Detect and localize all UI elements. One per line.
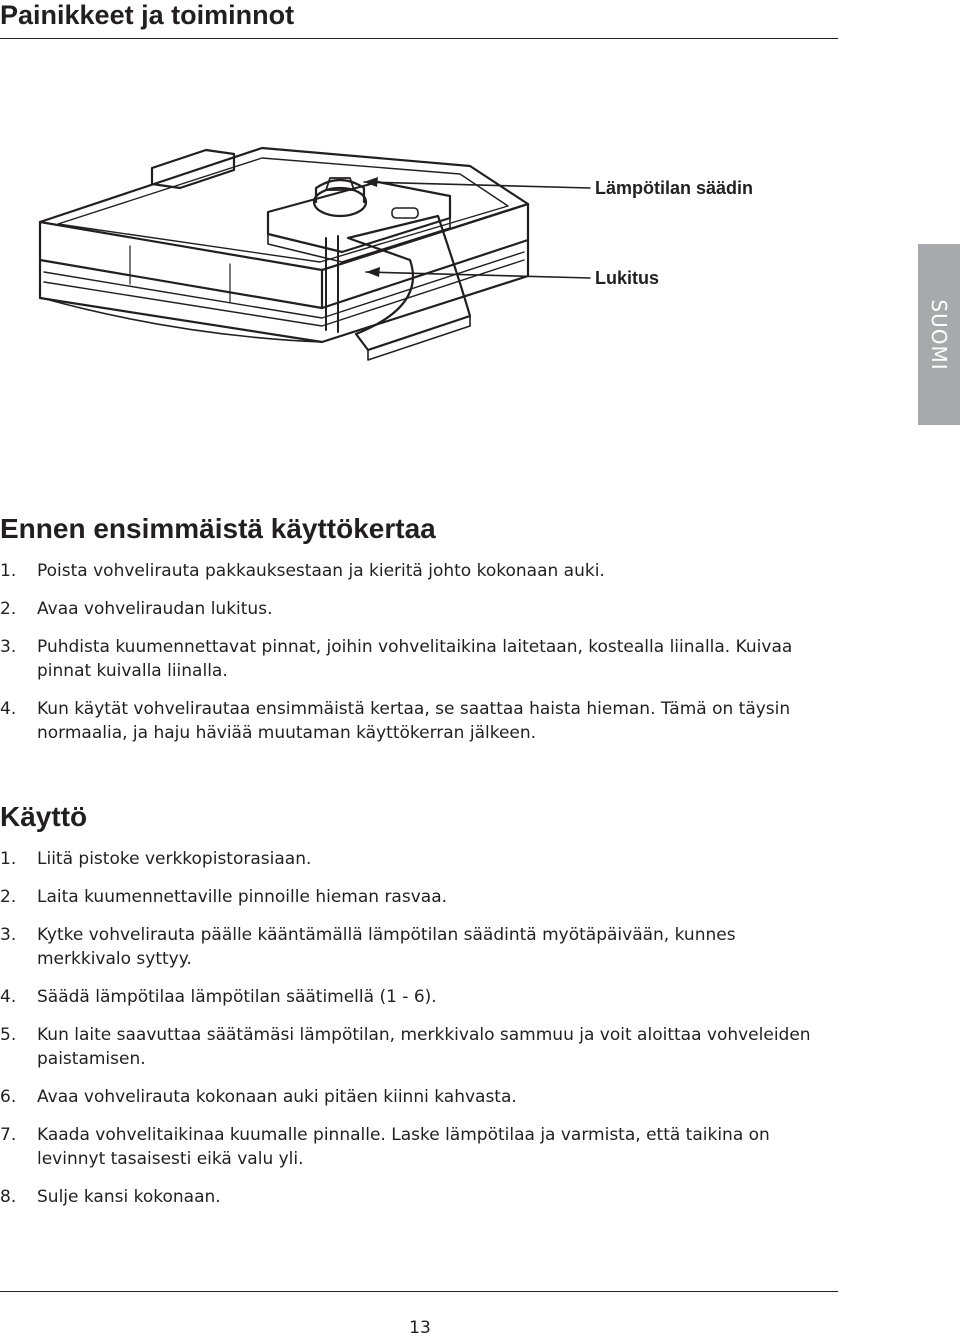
- step-text: Puhdista kuumennettavat pinnat, joihin vohvelitaikina laitetaan, kostealla liinalla. Kuivaa pinnat kuivalla liinalla.: [37, 637, 793, 681]
- list-item: [0, 1185, 830, 1209]
- step-number: 3.: [0, 925, 17, 945]
- step-text: Avaa vohveliraudan lukitus.: [37, 599, 273, 619]
- list-item: [0, 1123, 830, 1171]
- list-item: [0, 559, 830, 583]
- step-number: 5.: [0, 1025, 17, 1045]
- list-item: [0, 885, 830, 909]
- step-number: 6.: [0, 1087, 17, 1107]
- list-item: [0, 635, 830, 683]
- language-tab-label: SUOMI: [927, 298, 951, 371]
- step-number: 1.: [0, 561, 17, 581]
- step-number: 3.: [0, 637, 17, 657]
- lock-callout: Lukitus: [595, 268, 660, 288]
- step-text: Kun käytät vohvelirautaa ensimmäistä kertaa, se saattaa haista hieman. Tämä on täysin normaalia, ja haju häviää muutaman käyttökerran jälkeen.: [37, 699, 791, 743]
- list-item: [0, 697, 830, 745]
- list-item: [0, 597, 830, 621]
- step-number: 2.: [0, 599, 17, 619]
- usage-steps: [0, 847, 830, 1223]
- step-text: Kaada vohvelitaikinaa kuumalle pinnalle. Laske lämpötilaa ja varmista, että taikina on levinnyt tasaisesti eikä valu yli.: [37, 1125, 770, 1169]
- waffle-iron-illustration: [30, 120, 810, 380]
- step-number: 4.: [0, 987, 17, 1007]
- list-item: [0, 847, 830, 871]
- before-first-use-heading: Ennen ensimmäistä käyttökertaa: [0, 513, 436, 544]
- title-divider: [0, 38, 838, 39]
- language-tab: [918, 244, 960, 425]
- step-text: Kytke vohvelirauta päälle kääntämällä lämpötilan säädintä myötäpäivään, kunnes merkkivalo syttyy.: [37, 925, 736, 969]
- step-text: Säädä lämpötilaa lämpötilan säätimellä (1 - 6).: [37, 987, 437, 1007]
- step-text: Laita kuumennettaville pinnoille hieman rasvaa.: [37, 887, 448, 907]
- step-number: 4.: [0, 699, 17, 719]
- page-number: 13: [409, 1318, 431, 1338]
- list-item: [0, 985, 830, 1009]
- footer-divider: [0, 1291, 838, 1292]
- list-item: [0, 1085, 830, 1109]
- page-title: Painikkeet ja toiminnot: [0, 0, 295, 30]
- usage-heading: Käyttö: [0, 801, 88, 832]
- list-item: [0, 923, 830, 971]
- step-text: Avaa vohvelirauta kokonaan auki pitäen kiinni kahvasta.: [37, 1087, 517, 1107]
- step-text: Liitä pistoke verkkopistorasiaan.: [37, 849, 312, 869]
- step-text: Poista vohvelirauta pakkauksestaan ja kieritä johto kokonaan auki.: [37, 561, 605, 581]
- step-text: Sulje kansi kokonaan.: [37, 1187, 221, 1207]
- step-text: Kun laite saavuttaa säätämäsi lämpötilan, merkkivalo sammuu ja voit aloittaa vohveleiden paistamisen.: [37, 1025, 811, 1069]
- list-item: [0, 1023, 830, 1071]
- step-number: 7.: [0, 1125, 17, 1145]
- step-number: 8.: [0, 1187, 17, 1207]
- temperature-control-callout: Lämpötilan säädin: [595, 178, 754, 198]
- before-first-use-steps: [0, 559, 830, 759]
- step-number: 2.: [0, 887, 17, 907]
- step-number: 1.: [0, 849, 17, 869]
